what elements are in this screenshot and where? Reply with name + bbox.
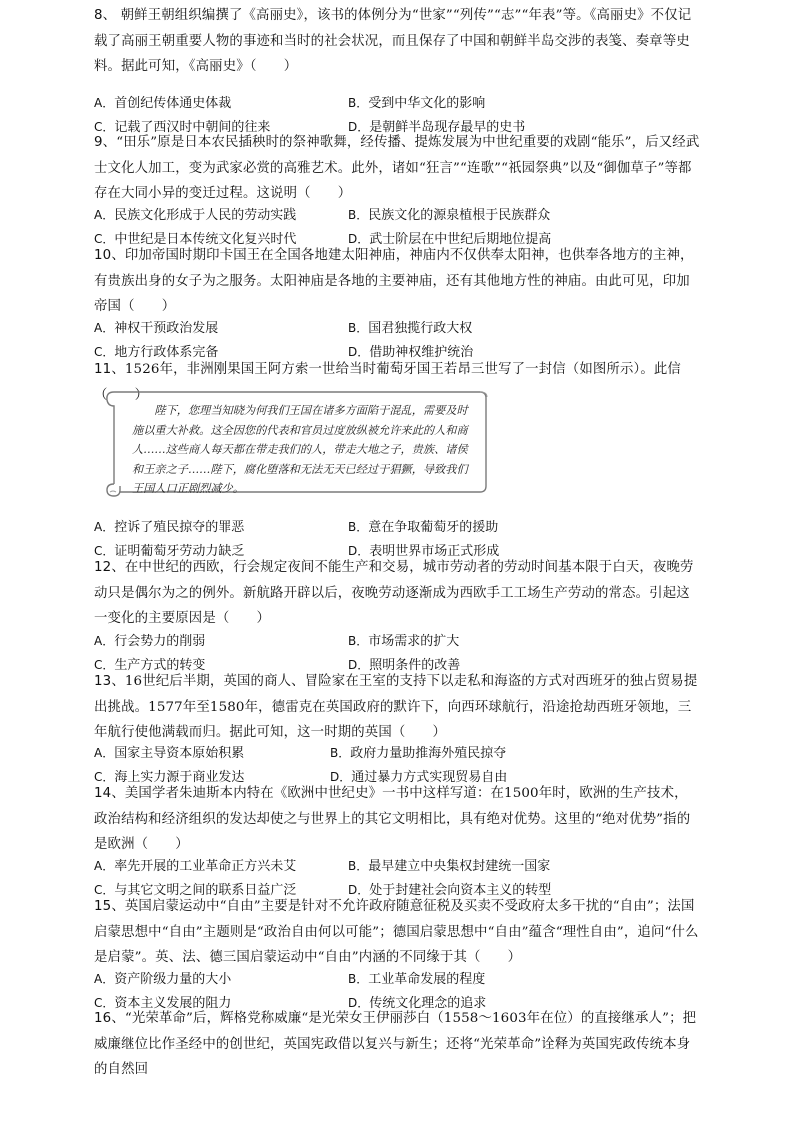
option-c[interactable]: C．与其它文明之间的联系日益广泛: [94, 882, 297, 898]
option-c[interactable]: C．中世纪是日本传统文化复兴时代: [94, 231, 297, 247]
option-d[interactable]: D．表明世界市场正式形成: [348, 543, 500, 559]
option-c[interactable]: C．海上实力源于商业发达: [94, 769, 245, 785]
question-number: 15、: [94, 899, 125, 914]
option-b[interactable]: B．民族文化的源泉植根于民族群众: [348, 208, 551, 223]
question-8-stem: [94, 3, 700, 80]
option-c[interactable]: C．证明葡萄牙劳动力缺乏: [94, 543, 245, 559]
question-number: 11、: [94, 362, 125, 377]
question-9-stem: [94, 130, 700, 207]
option-b[interactable]: B．国君独揽行政大权: [348, 321, 473, 336]
option-c[interactable]: C．资本主义发展的阻力: [94, 995, 232, 1011]
option-b[interactable]: B．意在争取葡萄牙的援助: [348, 520, 499, 535]
option-d[interactable]: D．借助神权维护统治: [348, 344, 474, 360]
option-a[interactable]: A．民族文化形成于人民的劳动实践: [94, 208, 297, 223]
question-text: 在中世纪的西欧，行会规定夜间不能生产和交易，城市劳动者的劳动时间基本限于白天，夜晚劳动只是偶尔为之的例外。新航路开辟以后，夜晚劳动逐渐成为西欧手工工场生产劳动的常态。引起这一变化的主要原因是（ ）: [94, 560, 694, 626]
option-a[interactable]: A．行会势力的削弱: [94, 634, 206, 649]
question-16-stem: [94, 1006, 700, 1083]
question-12-stem: [94, 555, 700, 632]
question-15-stem: [94, 894, 700, 971]
question-text: 美国学者朱迪斯本内特在《欧洲中世纪史》一书中这样写道：在1500年时，欧洲的生产技术，政治结构和经济组织的发达却使之与世界上的其它文明相比，具有绝对优势。这里的“绝对优势”指的是欧洲（ ）: [94, 786, 691, 852]
option-c[interactable]: C．记载了西汉时中朝间的往来: [94, 119, 271, 135]
letter-scroll-figure: [104, 386, 488, 498]
question-text: 印加帝国时期印卡国王在全国各地建太阳神庙，神庙内不仅供奉太阳神，也供奉各地方的主神，有贵族出身的女子为之服务。太阳神庙是各地的主要神庙，还有其他地方性的神庙。由此可见，印加帝国（ ）: [94, 248, 694, 314]
question-number: 13、: [94, 674, 125, 689]
question-text: 英国启蒙运动中“自由”主要是针对不允许政府随意征税及买卖不受政府太多干扰的“自由”；法国启蒙思想中“自由”主题则是“政治自由何以可能”；德国启蒙思想中“自由”蕴含“理性自由”，追问“什么是启蒙”。英、法、德三国启蒙运动中“自由”内涵的不同缘于其（ ）: [94, 899, 699, 965]
option-b[interactable]: B．工业革命发展的程度: [348, 972, 486, 987]
question-number: 14、: [94, 786, 125, 801]
king-letter-text: 陛下，您理当知晓为何我们王国在诸多方面陷于混乱，需要及时施以重大补救。这全因您的代表和官员过度放纵被允许来此的人和商人……这些商人每天都在带走我们的人，带走大地之子，贵族、诸侯和王亲之子……陛下，腐化堕落和无法无天已经过于猖獗，导致我们王国人口正剧烈减少。: [132, 404, 468, 495]
option-a[interactable]: A．首创纪传体通史体裁: [94, 96, 232, 111]
question-number: 8、: [94, 8, 117, 23]
question-10-stem: [94, 243, 700, 320]
question-text: 1526年，非洲刚果国王阿方索一世给当时葡萄牙国王若昂三世写了一封信（如图所示）。此信（ ）: [94, 362, 681, 403]
question-number: 10、: [94, 248, 125, 263]
question-13-stem: [94, 669, 700, 746]
option-d[interactable]: D．传统文化理念的追求: [348, 995, 487, 1011]
option-a[interactable]: A．资产阶级力量的大小: [94, 972, 232, 987]
question-text: “光荣革命”后，辉格党称威廉“是光荣女王伊丽莎白（1558～1603年在位）的直接继承人”；把威廉继位比作圣经中的创世纪，英国宪政借以复兴与新生；还将“光荣革命”诠释为英国宪政传统本身的自然回: [94, 1011, 697, 1077]
option-d[interactable]: D．照明条件的改善: [348, 657, 461, 673]
option-a[interactable]: A．神权干预政治发展: [94, 321, 219, 336]
option-b[interactable]: B．受到中华文化的影响: [348, 96, 486, 111]
option-a[interactable]: A．控诉了殖民掠夺的罪恶: [94, 520, 245, 535]
option-a[interactable]: A．国家主导资本原始积累: [94, 746, 245, 761]
question-text: “田乐”原是日本农民插秧时的祭神歌舞，经传播、提炼发展为中世纪重要的戏剧“能乐”，后又经武士文化人加工，变为武家必赏的高雅艺术。此外，诸如“狂言”“连歌”“祇园祭典”以及“御伽草子”等都存在大同小异的变迁过程。这说明（ ）: [94, 135, 700, 201]
question-text: 朝鲜王朝组织编撰了《高丽史》，该书的体例分为“世家”“列传”“志”“年表”等。《高丽史》不仅记载了高丽王朝重要人物的事迹和当时的社会状况，而且保存了中国和朝鲜半岛交涉的表笺、奏章等史料。据此可知，《高丽史》（ ）: [94, 8, 692, 74]
option-b[interactable]: B．市场需求的扩大: [348, 634, 460, 649]
option-d[interactable]: D．通过暴力方式实现贸易自由: [330, 769, 508, 785]
option-c[interactable]: C．地方行政体系完备: [94, 344, 219, 360]
question-number: 16、: [94, 1011, 125, 1026]
option-a[interactable]: A．率先开展的工业革命正方兴未艾: [94, 859, 297, 874]
option-b[interactable]: B．最早建立中央集权封建统一国家: [348, 859, 551, 874]
question-14-stem: [94, 781, 700, 858]
option-b[interactable]: B．政府力量助推海外殖民掠夺: [330, 746, 507, 761]
option-d[interactable]: D．处于封建社会向资本主义的转型: [348, 882, 552, 898]
question-text: 16世纪后半期，英国的商人、冒险家在王室的支持下以走私和海盗的方式对西班牙的独占贸易提出挑战。1577年至1580年，德雷克在英国政府的默许下，向西环球航行，沿途抢劫西班牙领地，三年航行使他满载而归。据此可知，这一时期的英国（ ）: [94, 674, 698, 740]
question-number: 9、: [94, 135, 117, 150]
option-d[interactable]: D．是朝鲜半岛现存最早的史书: [348, 119, 526, 135]
question-number: 12、: [94, 560, 125, 575]
option-c[interactable]: C．生产方式的转变: [94, 657, 206, 673]
option-d[interactable]: D．武士阶层在中世纪后期地位提高: [348, 231, 552, 247]
